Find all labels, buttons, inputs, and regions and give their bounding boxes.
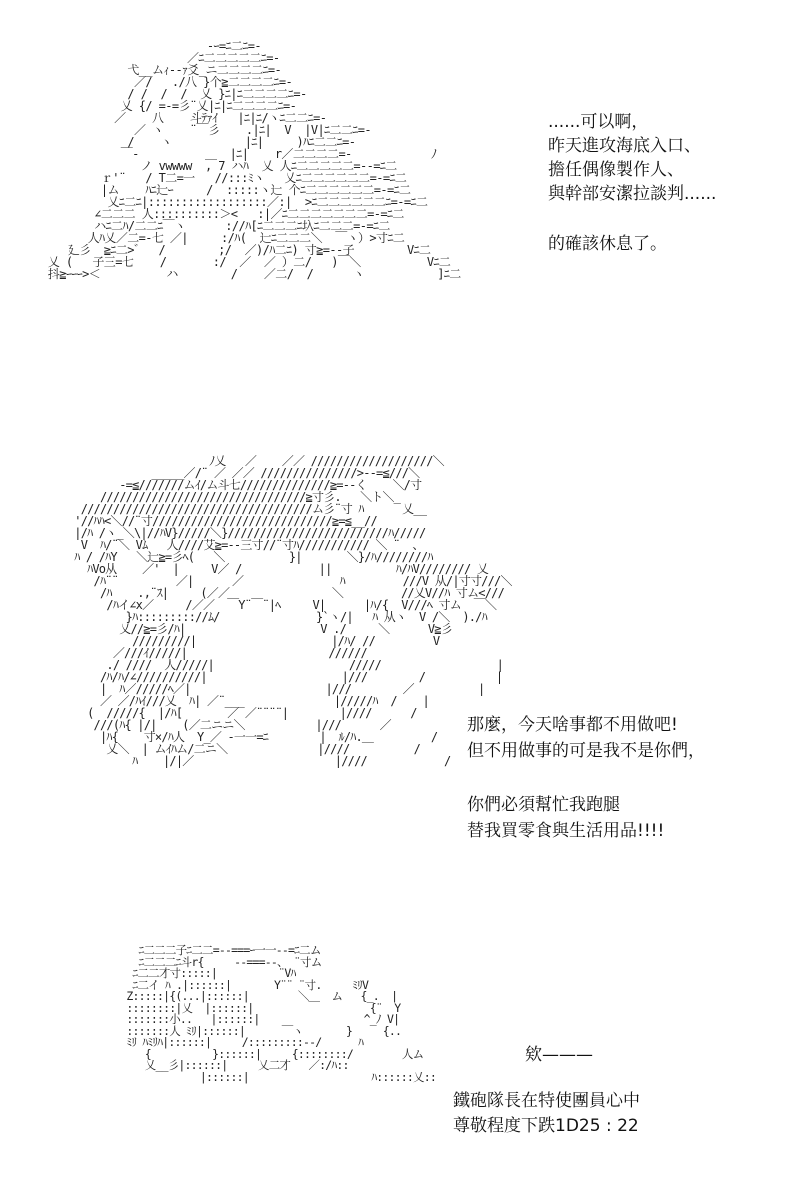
dialog-bubble-conclusion: [548, 232, 667, 256]
dialog-line: 的確該休息了。: [548, 234, 667, 254]
sound-effect-text: [525, 1043, 593, 1067]
dice-result-caption: [453, 1089, 640, 1139]
dialog-line: 與幹部安潔拉談判......: [548, 184, 717, 204]
dialog-line: 擔任偶像製作人、: [548, 160, 684, 180]
dialog-line: 鐵砲隊長在特使團員心中: [453, 1091, 640, 1111]
dialog-line: 你們必須幫忙我跑腿: [467, 795, 620, 815]
dialog-line: 尊敬程度下跌1D25 : 22: [453, 1116, 639, 1136]
dialog-bubble-errand-request: [467, 792, 664, 844]
dialog-line: 那麼，今天啥事都不用做吧!: [467, 715, 678, 735]
dialog-line: 昨天進攻海底入口、: [548, 136, 701, 156]
ascii-art-reaction-character: ﾆ二二二子ﾆ二二=--===ｰ一一--=ﾆ二ム ﾆ二二二ﾆ斗r{ --===--、 ¨寸ム ﾆ二二才寸:::::| ¨Vﾊ ﾆ二イ ﾊ .|::::::| Y¨¨ ¨寸. ﾐﾘV Z:::::|{(...|::::::| ＼＿ ム {_. | ::::::::|乂 |::::::| {¨ Y :::::::小.. |::::::| ^_ﾉ V| :::::::人 ﾐﾘ|::::::| ￣ヽ } {.. ﾐﾘ ﾊﾐﾘﾊ|::::::| /:::::::::--/ ﾊ { }::::::| {::::::::/ 人ム 乂__彡|::::::| 乂二才 ／:/ﾊ:: |::::::| ﾊ::::::乂::: [126, 943, 436, 1084]
dialog-bubble-day-off: [467, 712, 705, 764]
dialog-line: ......可以啊，: [548, 112, 649, 132]
dialog-bubble-reflection: [548, 110, 716, 206]
ascii-art-hooded-character: -ｰ=ﾆ二ﾆ=- ／ﾆ二二二二二ﾆ=- 弋__ムｨ--ｧ爻_ニ二二二二ﾆ=- ／/ ./八 }个≧二二二二ﾆ=- / / / / 乂 }ﾆ|ﾆ二二二二ﾆ=- 乂 {/ =-=彡¨乂|ﾆ|ﾆ二二二二ﾆ=- ／ 八 斗ﾃｧｲ |ﾆ|ﾆ/ヽﾆ二二ﾆ=- ／ ヽ ¨￣彡 .|ﾆ| V |V|ﾆ二二ﾆ=- / ヽ |ﾆ| )ﾊﾆ二二ﾆ=- ￣- ＿ |ﾆ| r／二二二二=- ﾉ ノ vwwww , 7 ハﾊ 乂 人ﾆ二二二二二=--=ﾆ二 ｒ'¨ / T二=一 //:::ﾐヽ 乂ﾆ二二二二二二=-=ﾆ二 |ム ﾊﾆ辷ｰ / :::::ヽ辷 个ﾆ二二二二二二=-=ﾆ二 乂ﾆ二ﾆ|::::::::::::::::::／:| >ﾆ二二二二二二ﾆ=-=ﾆ二 ∠二二二 人::::::::::＞< :|／ﾆ二二二二二二二=-=ﾆ二 ハﾆ二ﾊ/二二ﾆ￣ヽ ://ﾊ[ﾆ二二二ﾆ圦ﾆ二二二=-=ﾆ二 人ﾊ乂／二=-七 ／| :/ﾊ( 辷ﾆ二二二＼ ￣ヽ）>寸ﾆ二 廴彡 ≧ﾆ二>゛ / ;/ ／)/ﾊ二ﾆ) 寸≧=--子 Vﾆ二 乂 ( 子三=七 / :/ ／ ／ ）二/ )￣＼ Vﾆ二 抖≧ｰｰｰ>＜ ハ / ／二/ / ヽ ]ﾆ二: [47, 39, 461, 281]
dialog-line: 欸———: [525, 1045, 593, 1065]
ascii-art-long-haired-character: ﾉ乂 ／ ／／ ///////////////////＼ _____／/¨ ／ ／／ ///////////////>--=≦///＼ -=≦///////ムｲ/ム斗七//////////////≧=--く ＼/寸 ////////////////////////////////≧寸彡. ＼ト＼_ ////////////////////////////////////ム彡¨寸 ﾊ 乂__ '//ﾊﾊ<＼//¨寸////////////////////////////≧=≦__// |/ﾊ /ヽ_＼\|//ﾊV}/////＼}/////////////////////////ﾊ///// V ﾊ/¨＼ Vﾑ 人////艾≧=--三寸//¨寸ﾊ/////////// ＼ ¨ 、 ﾊ / /ﾊY ＼辷≧=彡ﾍ( ＼ }| ＼}/ﾊ////////ﾊ ﾊVo从 ／' | V／ / || ﾊ/ﾊV//////// 乂 /ﾊ¨¨ ／| ／ ﾊ ///V 从/|寸寸///＼ /ﾊ .,¨ｽ| (／／ ＼ //乂V//ﾊ 寸ム</// /ﾊイ∠x／ /／／ ￣Y¨￣¨|ﾍ V| |ﾊ/{ V///ﾍ 寸ム ￣＼ }ﾊ::::::::://ﾑ/ }`ヽ/| ﾊ 从ヽ V /＼ )./ﾊ 乂//≧=彡/ﾊ| V ./ ＼ V≧彡 /////////| |/ﾊ/ // V ／///ｲ/////| ////// ./ //// 人/////| ///// | /ﾊ/ﾊ/∠//////////| |/// / | | ﾊ／/////ﾍ／| |/// ／ | ／ ／/ﾊｲ///乂 ﾊ| ／¨___ |/////ﾊ / | ( /////{ |/ﾊ[ ／ ／¨¨¨¨| |//// / ///(ﾊ{ |/| (／二ニニ＼ |/// ／ |ﾊ{ 寸×/ﾊ人 Y_／ -一一=ﾆ | ﾙ/ﾊ.＿ / 乂＼ | ムｲﾊム/二ニ＼ |//// / ﾊ |/|／ |//// /: [74, 454, 512, 768]
dialog-line: 替我買零食與生活用品!!!!: [467, 821, 665, 841]
dialog-line: 但不用做事的可是我不是你們，: [467, 741, 705, 761]
